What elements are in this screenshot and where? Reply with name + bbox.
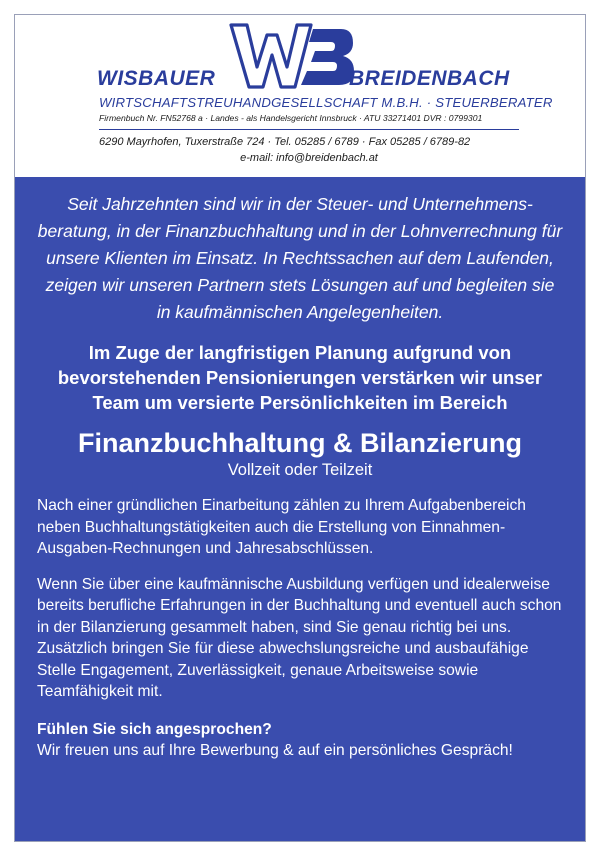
letterhead	[15, 15, 585, 177]
closing-heading: Fühlen Sie sich angesprochen?	[37, 720, 272, 738]
job-type: Vollzeit oder Teilzeit	[227, 461, 373, 479]
job-advertisement	[14, 14, 586, 842]
company-name-right: BREIDENBACH	[349, 67, 510, 90]
contact-address: 6290 Mayrhofen, Tuxerstraße 724 · Tel. 05285 / 6789 · Fax 05285 / 6789-82	[99, 136, 471, 148]
job-description-panel	[15, 177, 585, 841]
closing-text: Wir freuen uns auf Ihre Bewerbung & auf ein persönliches Gespräch!	[37, 742, 513, 759]
company-subtitle: WIRTSCHAFTSTREUHANDGESELLSCHAFT M.B.H. · STEUERBERATER	[99, 95, 553, 110]
requirements-paragraph: Wenn Sie über eine kaufmännische Ausbildung verfügen und idealerweise bereits berufliche Erfahrungen in der Buchhaltung und eventuell auch schon in der Bilanzierung gesammelt haben, sind Sie genau richtig bei uns. Zusätzlich bringen Sie für diese abwechslungsreiche und ausbaufähige Stelle Engagement, Zuverlässigkeit, genaue Arbeitsweise sowie Teamfähigkeit mit.	[37, 575, 562, 700]
header-divider	[99, 129, 519, 130]
lead-text: Im Zuge der langfristigen Planung aufgrund von bevorstehenden Pensionierungen verstärken wir unser Team um versierte Persönlichkeiten im Bereich	[57, 342, 543, 413]
tasks-paragraph: Nach einer gründlichen Einarbeitung zählen zu Ihrem Aufgabenbereich neben Buchhaltungstätigkeiten auch die Erstellung von Einnahmen-Ausgaben-Rechnungen und Jahresabschlüssen.	[37, 497, 526, 557]
job-title: Finanzbuchhaltung & Bilanzierung	[78, 428, 522, 458]
wb-logo-icon	[227, 21, 357, 91]
registry-info: Firmenbuch Nr. FN52768 a · Landes - als Handelsgericht Innsbruck · ATU 33271401 DVR : 0799301	[99, 113, 483, 123]
company-name-left: WISBAUER	[97, 67, 216, 90]
intro-text: Seit Jahrzehnten sind wir in der Steuer- und Unternehmensberatung, in der Finanzbuchhaltung und in der Lohnverrechnung für unsere Klienten im Einsatz. In Rechtssachen auf dem Laufenden, zeigen wir unseren Partnern stets Lösungen auf und begleiten sie in kaufmännischen Angelegenheiten.	[37, 194, 563, 322]
contact-email: e-mail: info@breidenbach.at	[240, 152, 378, 164]
